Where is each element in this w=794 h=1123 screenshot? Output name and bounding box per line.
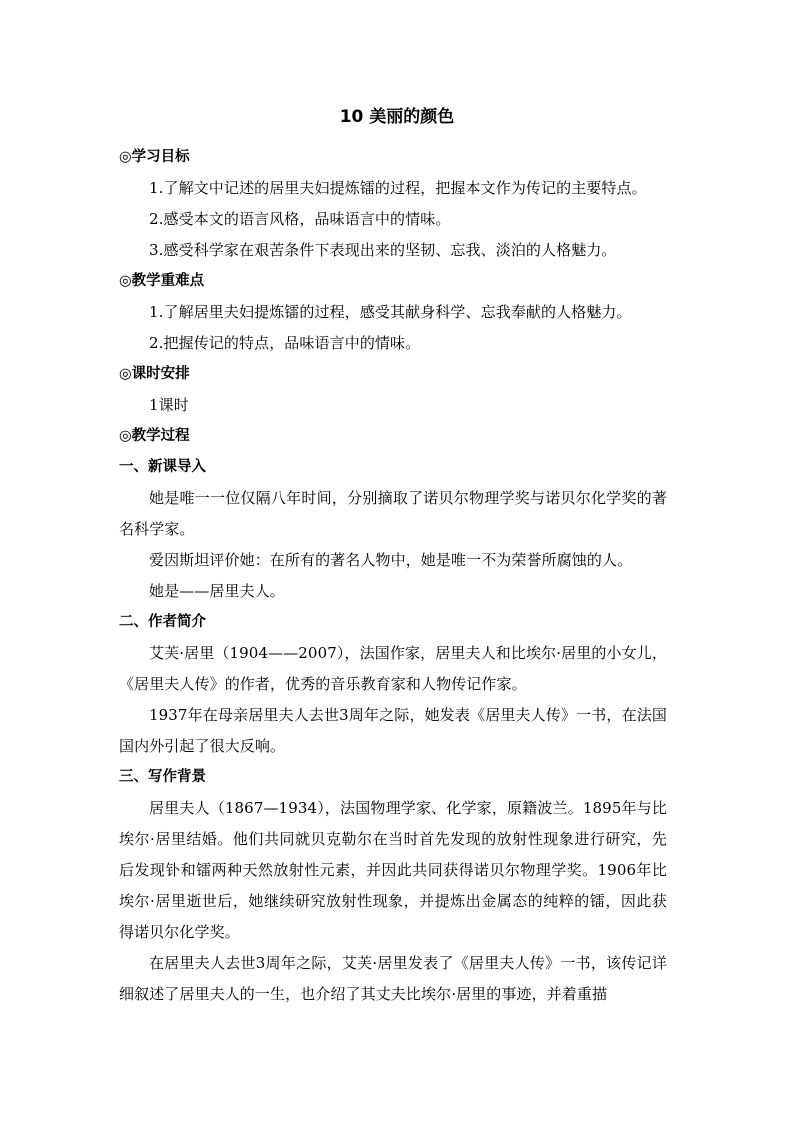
page-title: 10 美丽的颜色 <box>339 107 455 127</box>
subsection-heading-author: 二、作者简介 <box>119 614 206 630</box>
subsection-heading-background: 三、写作背景 <box>119 769 206 785</box>
goal-item: 1.了解文中记述的居里夫妇提炼镭的过程，把握本文作为传记的主要特点。 <box>149 179 647 197</box>
section-heading-key-points: ◎教学重难点 <box>119 273 205 289</box>
intro-paragraph: 爱因斯坦评价她：在所有的著名人物中，她是唯一不为荣誉所腐蚀的人。 <box>149 551 633 569</box>
author-paragraph: 1937年在母亲居里夫人去世3周年之际，她发表《居里夫人传》一书，在法国国内外引起了很大反响。 <box>119 706 667 755</box>
schedule-item: 1课时 <box>149 396 189 414</box>
document-body <box>119 142 667 1010</box>
background-paragraph: 在居里夫人去世3周年之际，艾芙·居里发表了《居里夫人传》一书，该传记详细叙述了居里夫人的一生，也介绍了其丈夫比埃尔·居里的事迹，并着重描 <box>119 954 667 1003</box>
key-point-item: 2.把握传记的特点，品味语言中的情味。 <box>149 334 421 352</box>
intro-paragraph: 她是唯一一位仅隔八年时间，分别摘取了诺贝尔物理学奖与诺贝尔化学奖的著名科学家。 <box>119 489 667 538</box>
author-paragraph: 艾芙·居里（1904——2007），法国作家，居里夫人和比埃尔·居里的小女儿，《居里夫人传》的作者，优秀的音乐教育家和人物传记作家。 <box>119 644 667 693</box>
section-heading-goals: ◎学习目标 <box>119 149 190 165</box>
key-point-item: 1.了解居里夫妇提炼镭的过程，感受其献身科学、忘我奉献的人格魅力。 <box>149 303 632 321</box>
subsection-heading-intro: 一、新课导入 <box>119 459 206 475</box>
section-heading-schedule: ◎课时安排 <box>119 366 190 382</box>
section-heading-process: ◎教学过程 <box>119 428 190 444</box>
intro-paragraph: 她是——居里夫人。 <box>149 582 285 600</box>
goal-item: 3.感受科学家在艰苦条件下表现出来的坚韧、忘我、淡泊的人格魅力。 <box>149 241 617 259</box>
goal-item: 2.感受本文的语言风格，品味语言中的情味。 <box>149 210 451 228</box>
background-paragraph: 居里夫人（1867—1934），法国物理学家、化学家，原籍波兰。1895年与比埃尔·居里结婚。他们共同就贝克勒尔在当时首先发现的放射性现象进行研究，先后发现钋和镭两种天然放射性元素，并因此共同获得诺贝尔物理学奖。1906年比埃尔·居里逝世后，她继续研究放射性现象，并提炼出金属态的纯粹的镭，因此获得诺贝尔化学奖。 <box>119 799 667 941</box>
